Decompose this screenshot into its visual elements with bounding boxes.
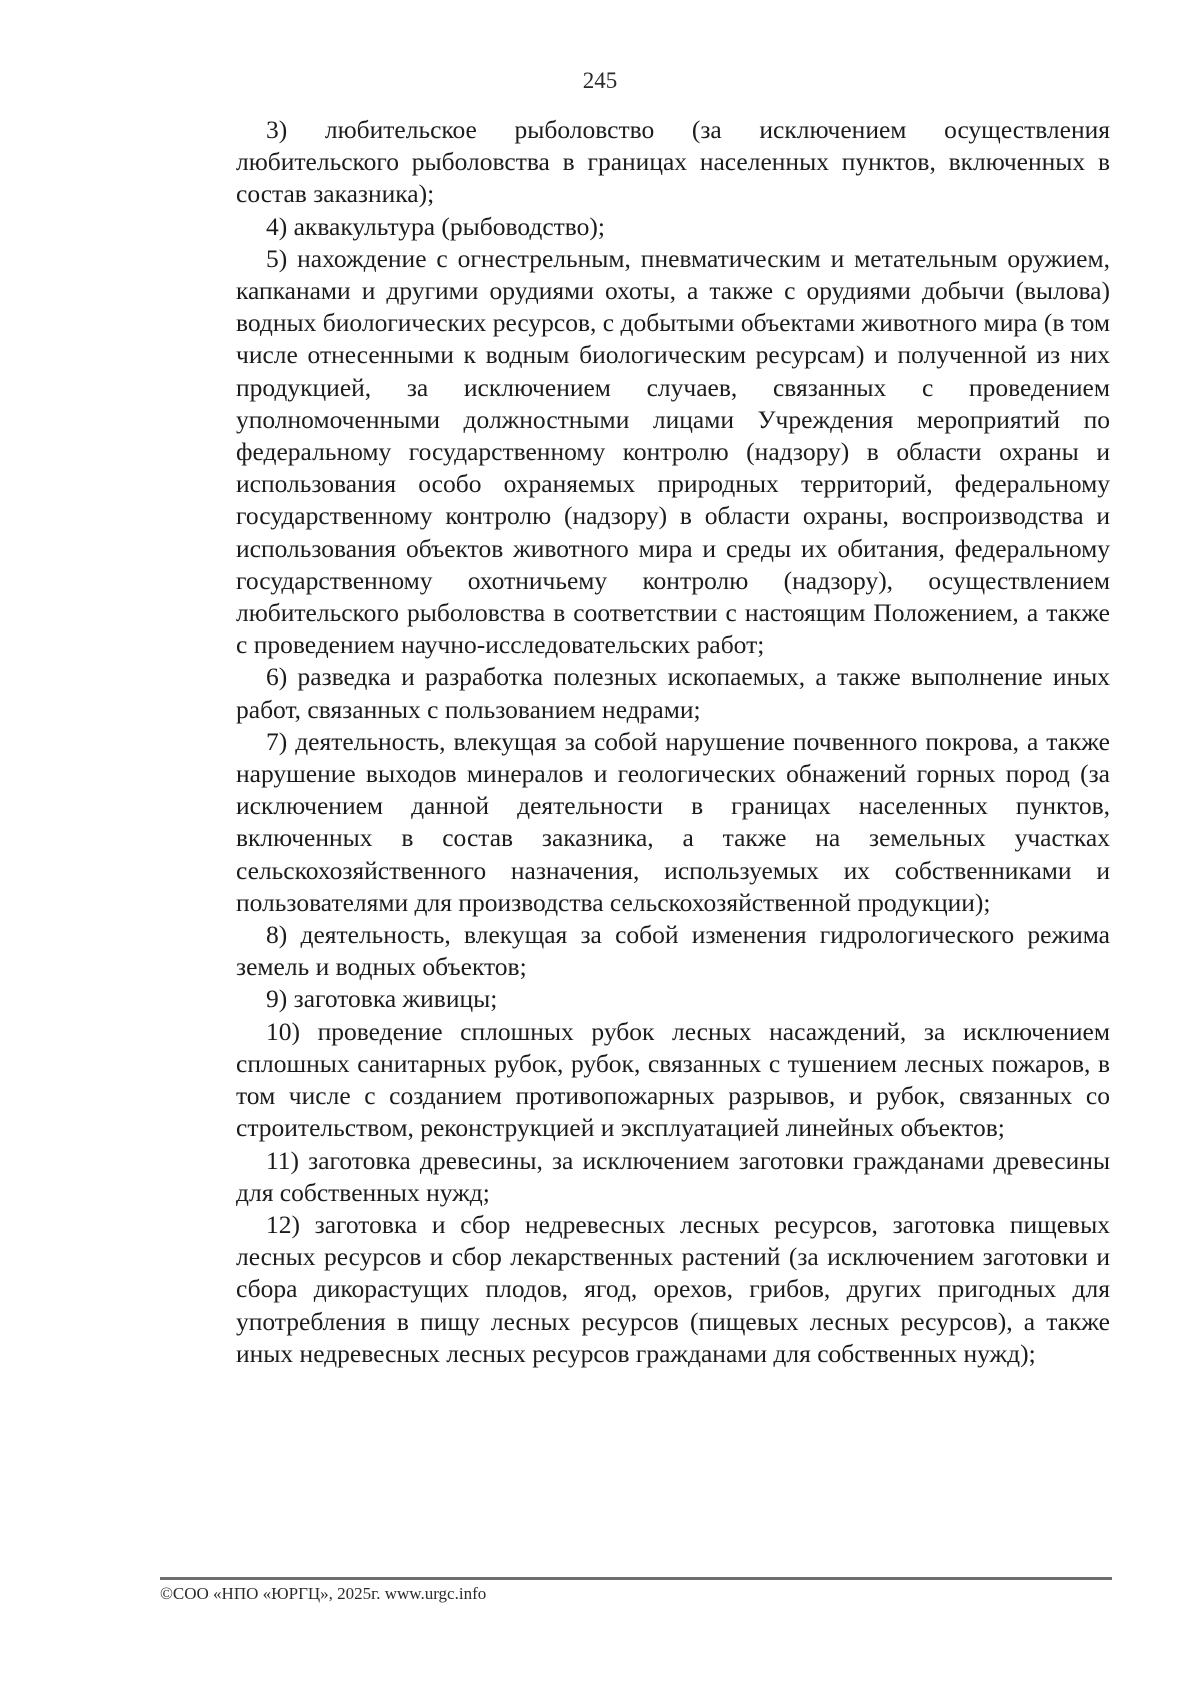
paragraph-item-7: 7) деятельность, влекущая за собой нарушение почвенного покрова, а также нарушение выходов минералов и геологических обнажений горных пород (за исключением данной деятельности в границах населенных пунктов, включенных в состав заказника, а также на земельных участках сельскохозяйственного назначения, используемых их собственниками и пользователями для производства сельскохозяйственной продукции); bbox=[236, 726, 1110, 917]
paragraph-item-4: 4) аквакультура (рыбоводство); bbox=[266, 211, 605, 241]
paragraph-item-6: 6) разведка и разработка полезных ископаемых, а также выполнение иных работ, связанных с пользованием недрами; bbox=[236, 662, 1110, 724]
paragraph-item-11: 11) заготовка древесины, за исключением заготовки гражданами древесины для собственных нужд; bbox=[236, 1145, 1110, 1207]
document-body bbox=[236, 114, 1110, 1370]
paragraph-item-12: 12) заготовка и сбор недревесных лесных ресурсов, заготовка пищевых лесных ресурсов и сбор лекарственных растений (за исключением заготовки и сбора дикорастущих плодов, ягод, орехов, грибов, других пригодных для употребления в пищу лесных ресурсов (пищевых лесных ресурсов), а также иных недревесных лесных ресурсов гражданами для собственных нужд); bbox=[236, 1209, 1110, 1368]
paragraph-item-10: 10) проведение сплошных рубок лесных насаждений, за исключением сплошных санитарных рубок, рубок, связанных с тушением лесных пожаров, в том числе с созданием противопожарных разрывов, и рубок, связанных со строительством, реконструкцией и эксплуатацией линейных объектов; bbox=[236, 1016, 1110, 1143]
paragraph-item-3: 3) любительское рыболовство (за исключением осуществления любительского рыболовства в границах населенных пунктов, включенных в состав заказника); bbox=[236, 115, 1110, 209]
paragraph-item-8: 8) деятельность, влекущая за собой изменения гидрологического режима земель и водных объектов; bbox=[236, 920, 1110, 982]
page-number: 245 bbox=[582, 68, 618, 93]
footer-divider bbox=[160, 1577, 1112, 1580]
footer-copyright: ©СОО «НПО «ЮРГЦ», 2025г. www.urgc.info bbox=[160, 1584, 487, 1603]
paragraph-item-5: 5) нахождение с огнестрельным, пневматическим и метательным оружием, капканами и другими орудиями охоты, а также с орудиями добычи (вылова) водных биологических ресурсов, с добытыми объектами животного мира (в том числе отнесенными к водным биологическим ресурсам) и полученной из них продукцией, за исключением случаев, связанных с проведением уполномоченными должностными лицами Учреждения мероприятий по федеральному государственному контролю (надзору) в области охраны и использования особо охраняемых природных территорий, федеральному государственному контролю (надзору) в области охраны, воспроизводства и использования объектов животного мира и среды их обитания, федеральному государственному охотничьему контролю (надзору), осуществлением любительского рыболовства в соответствии с настоящим Положением, а также с проведением научно-исследовательских работ; bbox=[236, 243, 1110, 660]
paragraph-item-9: 9) заготовка живицы; bbox=[266, 984, 498, 1014]
